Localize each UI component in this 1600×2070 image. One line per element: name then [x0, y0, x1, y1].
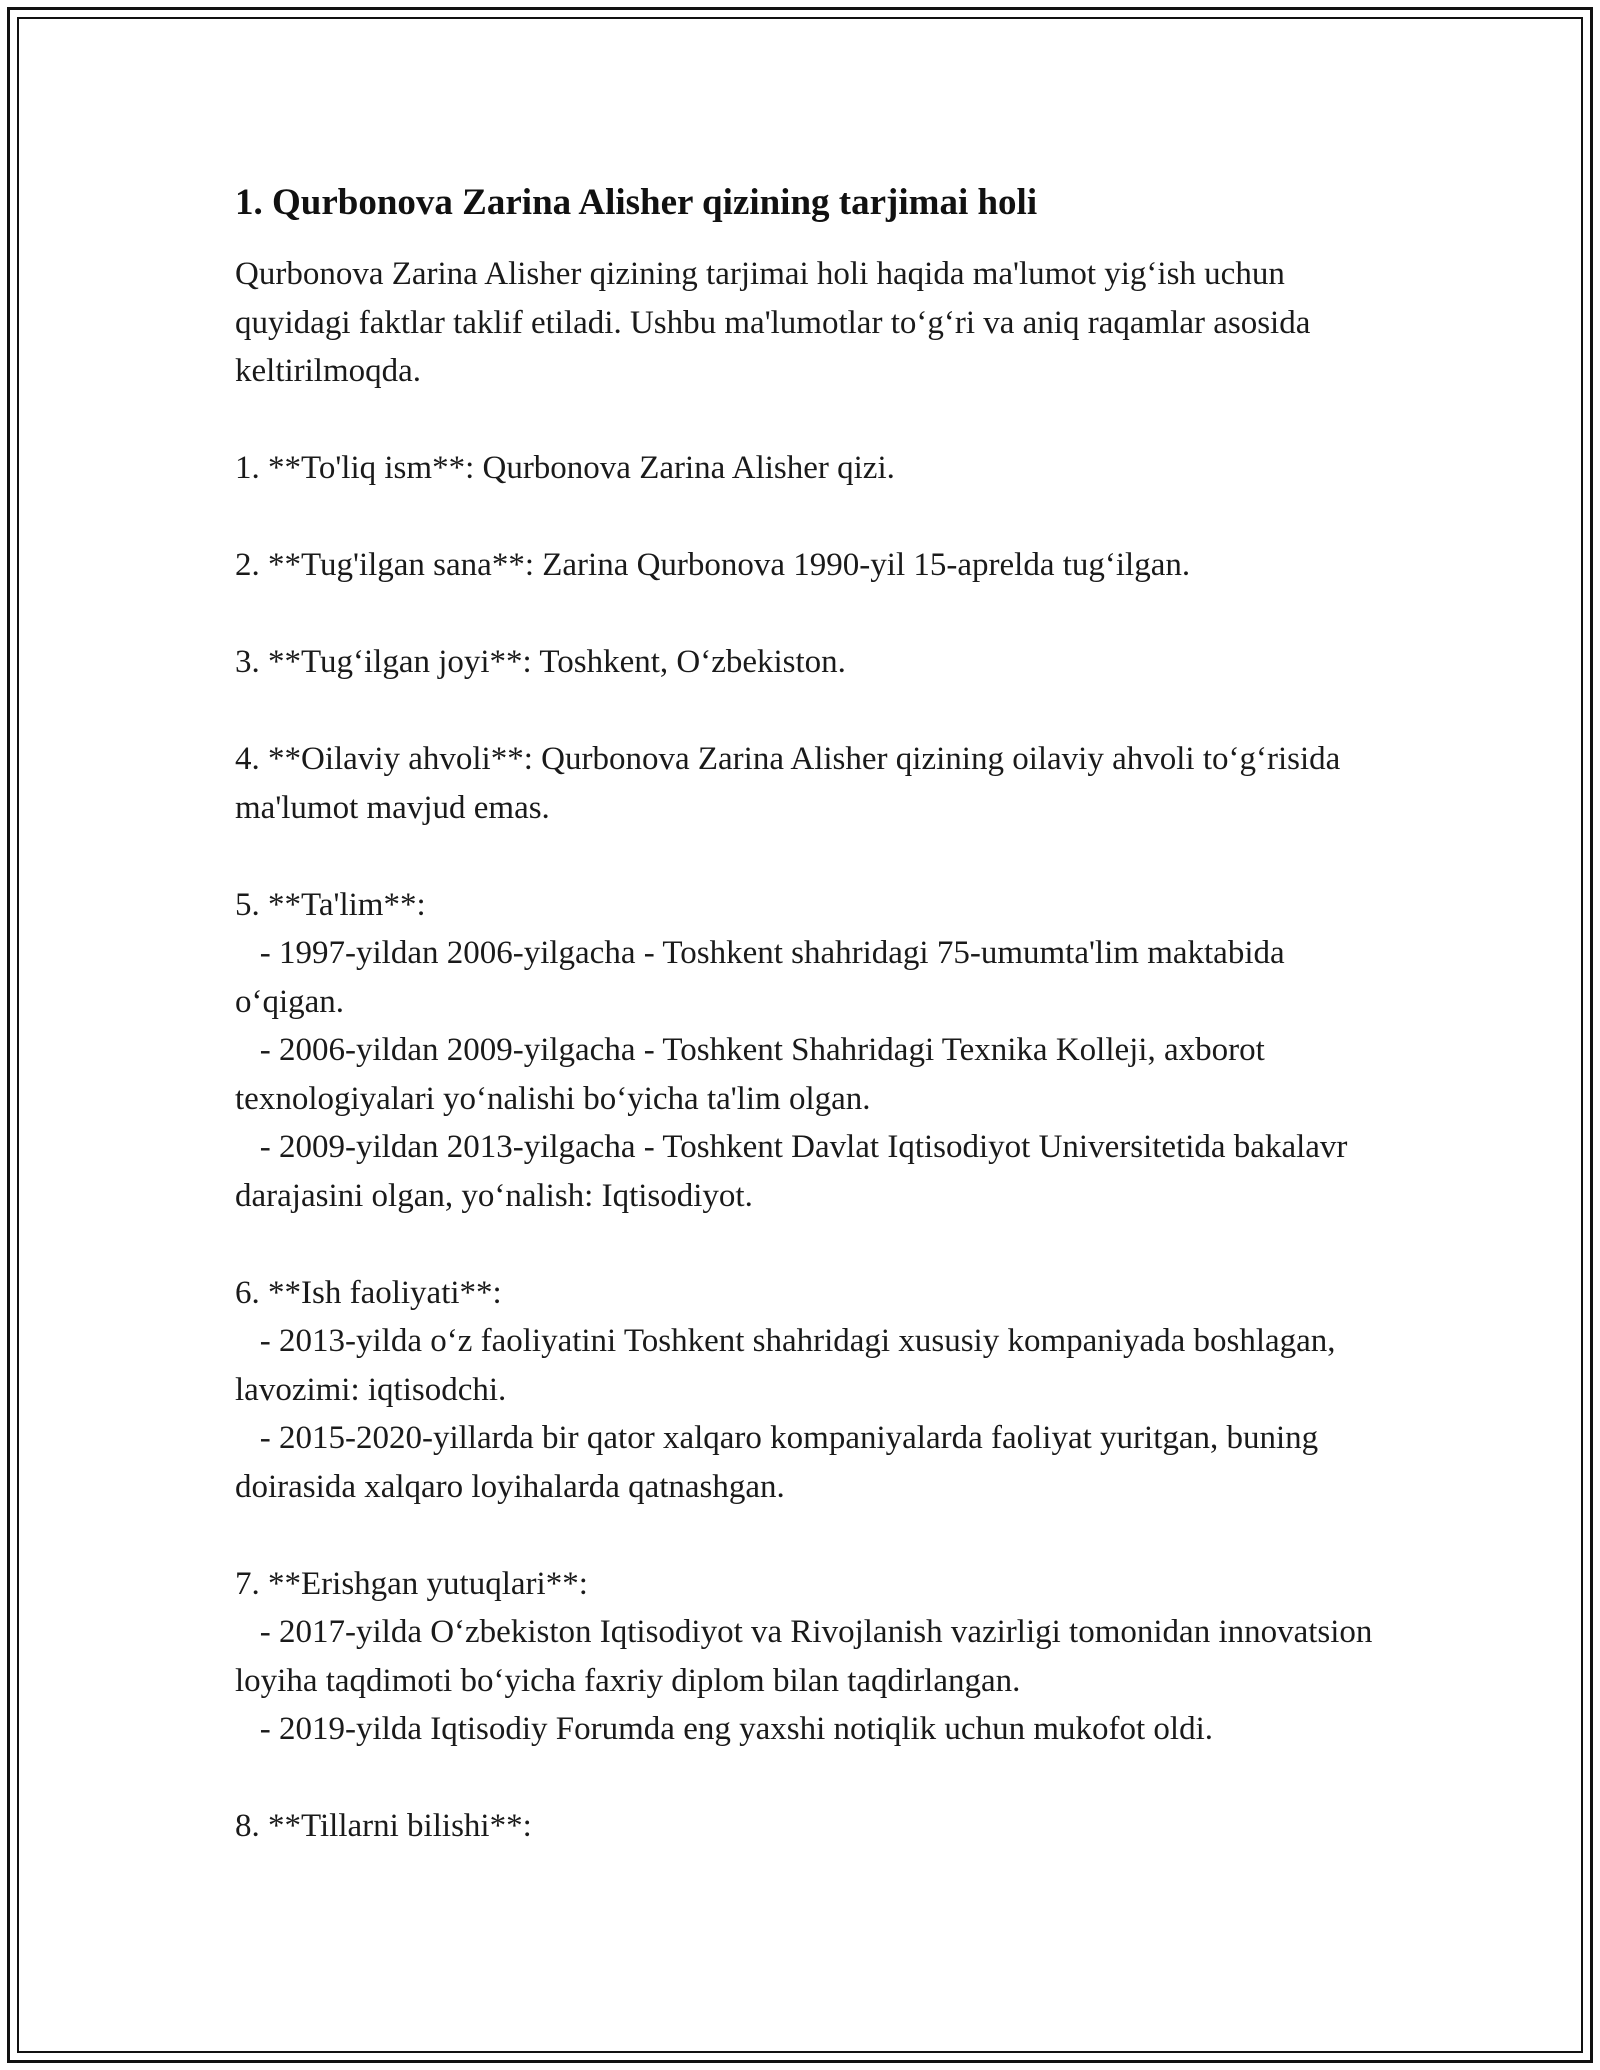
- achievement-line: - 2017-yilda O‘zbekiston Iqtisodiyot va Rivojlanish vazirligi tomonidan innovatsion loyiha taqdimoti bo‘yicha faxriy diplom bilan taqdirlangan.: [235, 1614, 1381, 1699]
- spacer: [235, 396, 1385, 445]
- education-line: - 2009-yildan 2013-yilgacha - Toshkent Davlat Iqtisodiyot Universitetida bakalavr darajasini olgan, yo‘nalish: Iqtisodiyot.: [235, 1129, 1356, 1214]
- section-languages-title: 8. **Tillarni bilishi**:: [235, 1808, 532, 1844]
- spacer: [235, 1754, 1385, 1803]
- spacer: [235, 590, 1385, 639]
- education-line: - 2006-yildan 2009-yilgacha - Toshkent Shahridagi Texnika Kolleji, axborot texnologiyalari yo‘nalishi bo‘yicha ta'lim olgan.: [235, 1032, 1274, 1117]
- spacer: [235, 687, 1385, 736]
- item-birth-date: 2. **Tug'ilgan sana**: Zarina Qurbonova 1990-yil 15-aprelda tug‘ilgan.: [235, 547, 1191, 583]
- education-line: - 1997-yildan 2006-yilgacha - Toshkent shahridagi 75-umumta'lim maktabida o‘qigan.: [235, 935, 1293, 1020]
- item-full-name: 1. **To'liq ism**: Qurbonova Zarina Alisher qizi.: [235, 450, 895, 486]
- section-work-title: 6. **Ish faoliyati**:: [235, 1274, 502, 1311]
- section-education-title: 5. **Ta'lim**:: [235, 886, 426, 923]
- spacer: [235, 1220, 1385, 1269]
- work-line: - 2013-yilda o‘z faoliyatini Toshkent shahridagi xususiy kompaniyada boshlagan, lavozimi: iqtisodchi.: [235, 1323, 1344, 1408]
- work-line: - 2015-2020-yillarda bir qator xalqaro kompaniyalarda faoliyat yuritgan, buning doirasida xalqaro loyihalarda qatnashgan.: [235, 1420, 1327, 1505]
- spacer: [235, 832, 1385, 881]
- achievement-line: - 2019-yilda Iqtisodiy Forumda eng yaxshi notiqlik uchun mukofot oldi.: [235, 1711, 1213, 1747]
- document-heading: 1. Qurbonova Zarina Alisher qizining tarjimai holi: [235, 182, 1038, 223]
- item-marital-status: 4. **Oilaviy ahvoli**: Qurbonova Zarina Alisher qizining oilaviy ahvoli to‘g‘risida ma'lumot mavjud emas.: [235, 741, 1349, 826]
- spacer: [235, 1511, 1385, 1560]
- item-birth-place: 3. **Tug‘ilgan joyi**: Toshkent, O‘zbekiston.: [235, 644, 846, 680]
- intro-paragraph: Qurbonova Zarina Alisher qizining tarjimai holi haqida ma'lumot yig‘ish uchun quyidagi faktlar taklif etiladi. Ushbu ma'lumotlar to‘g‘ri va aniq raqamlar asosida keltirilmoqda.: [235, 256, 1319, 389]
- document-body: [235, 180, 1385, 1851]
- spacer: [235, 493, 1385, 542]
- section-achievements-title: 7. **Erishgan yutuqlari**:: [235, 1565, 588, 1602]
